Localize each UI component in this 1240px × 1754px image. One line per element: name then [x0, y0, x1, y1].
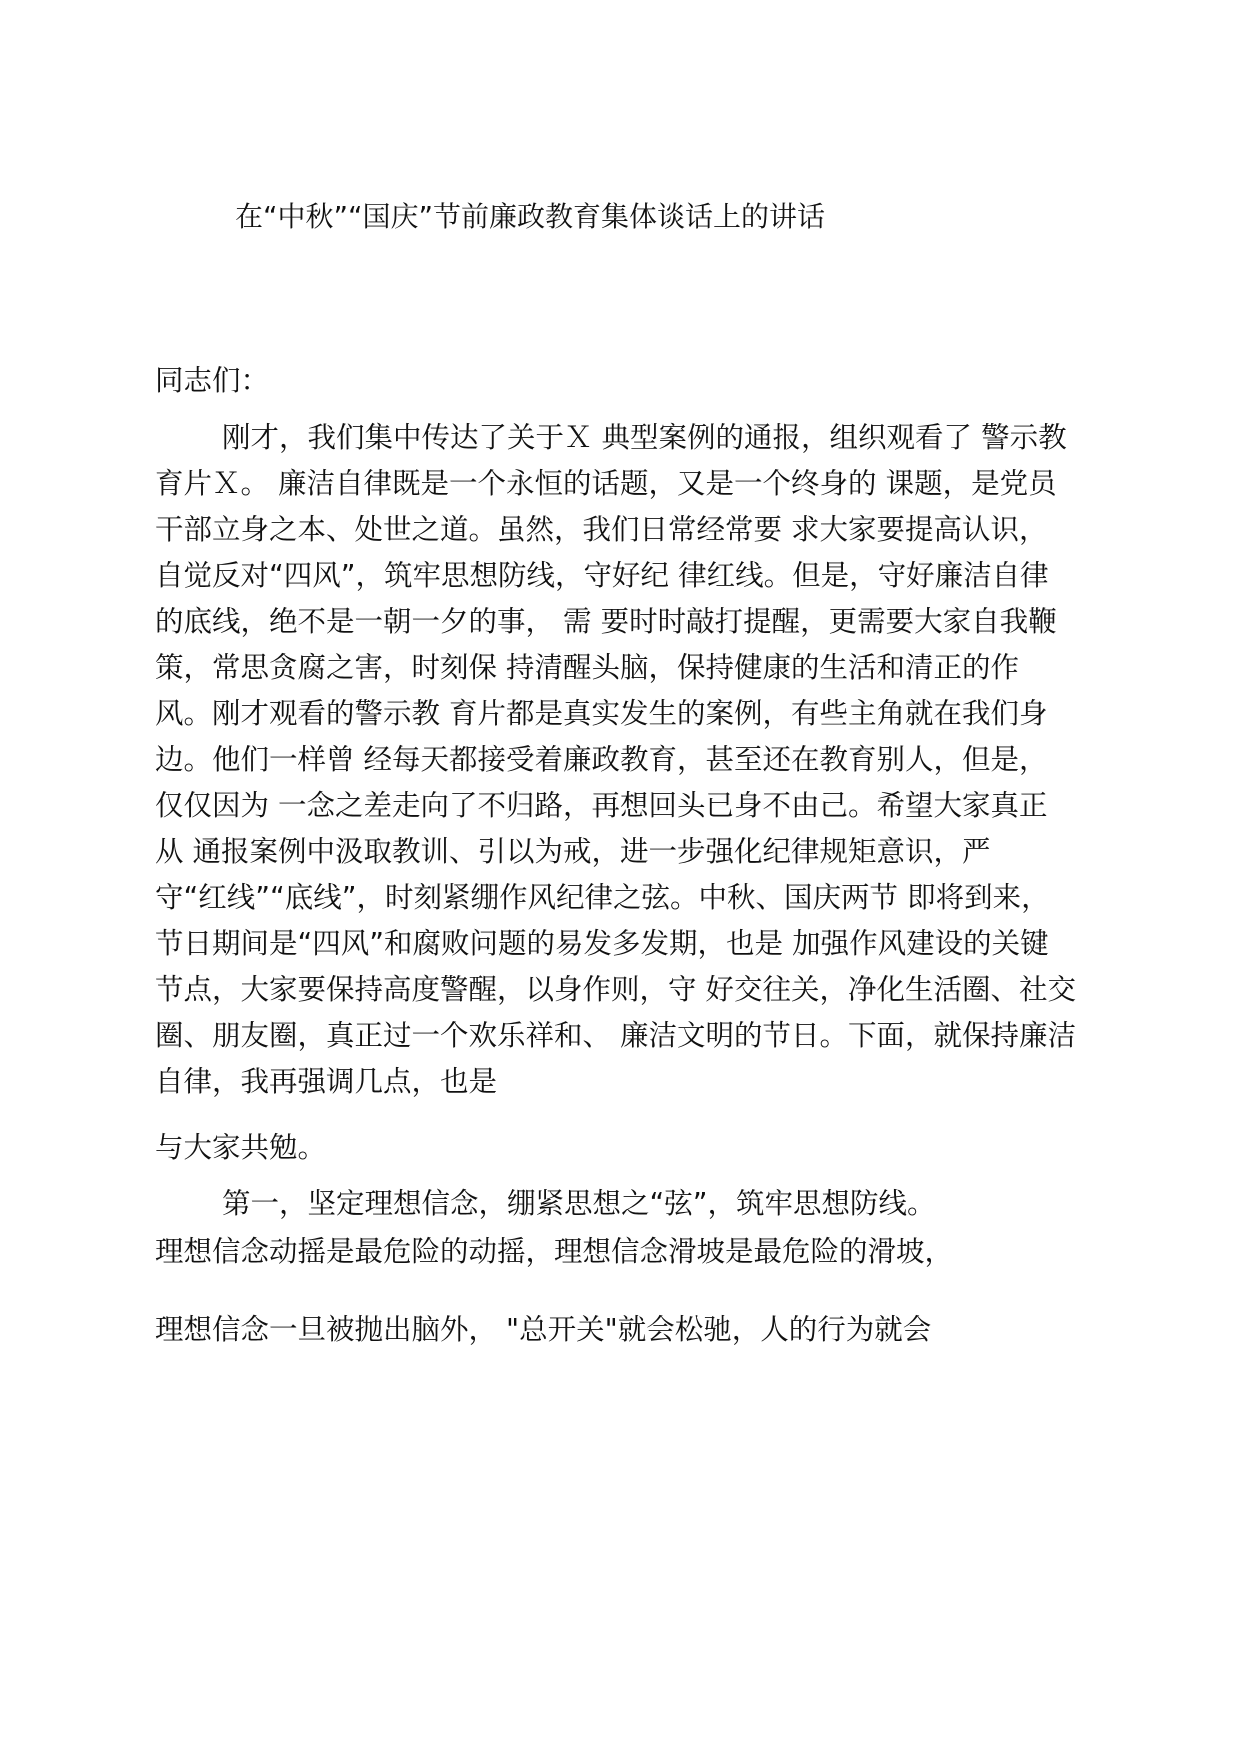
- point-heading: 第一，坚定理想信念，绷紧思想之“弦”，筑牢思想防线。: [222, 1187, 936, 1220]
- paragraph-line: 风。刚才观看的警示教 育片都是真实发生的案例，有些主角就在我们身: [155, 697, 1048, 730]
- document-title: 在“中秋”“国庆”节前廉政教育集体谈话上的讲话: [235, 200, 826, 233]
- paragraph-line: 干部立身之本、处世之道。虽然，我们日常经常要 求大家要提高认识，: [155, 513, 1048, 546]
- paragraph-line: 的底线，绝不是一朝一夕的事， 需 要时时敲打提醒，更需要大家自我鞭: [155, 605, 1057, 638]
- paragraph-line: 刚才，我们集中传达了关于Ｘ 典型案例的通报，组织观看了 警示教: [222, 421, 1067, 454]
- paragraph-line: 边。他们一样曾 经每天都接受着廉政教育，甚至还在教育别人，但是，: [155, 743, 1048, 776]
- paragraph-line: 守“红线”“底线”，时刻紧绷作风纪律之弦。中秋、国庆两节 即将到来，: [155, 881, 1050, 914]
- point-body-line: 理想信念一旦被抛出脑外， "总开关"就会松驰，人的行为就会: [155, 1313, 932, 1346]
- paragraph-line: 节点，大家要保持高度警醒，以身作则，守 好交往关，净化生活圈、社交: [155, 973, 1077, 1006]
- paragraph-line: 圈、朋友圈，真正过一个欢乐祥和、 廉洁文明的节日。下面，就保持廉洁: [155, 1019, 1077, 1052]
- salutation: 同志们：: [155, 364, 270, 397]
- paragraph-line: 自觉反对“四风”，筑牢思想防线，守好纪 律红线。但是，守好廉洁自律: [155, 559, 1049, 592]
- paragraph-line: 节日期间是“四风”和腐败问题的易发多发期，也是 加强作风建设的关键: [155, 927, 1049, 960]
- paragraph-line: 从 通报案例中汲取教训、引以为戒，进一步强化纪律规矩意识，严: [155, 835, 991, 868]
- paragraph-line: 育片Ｘ。 廉洁自律既是一个永恒的话题，又是一个终身的 课题，是党员: [155, 467, 1057, 500]
- point-body-line: 理想信念动摇是最危险的动摇，理想信念滑坡是最危险的滑坡，: [155, 1235, 954, 1268]
- paragraph-line: 策，常思贪腐之害，时刻保 持清醒头脑，保持健康的生活和清正的作: [155, 651, 1020, 684]
- paragraph-end-line: 与大家共勉。: [155, 1131, 327, 1164]
- paragraph-line: 仅仅因为 一念之差走向了不归路，再想回头已身不由己。希望大家真正: [155, 789, 1048, 822]
- paragraph-line: 自律，我再强调几点，也是: [155, 1065, 498, 1098]
